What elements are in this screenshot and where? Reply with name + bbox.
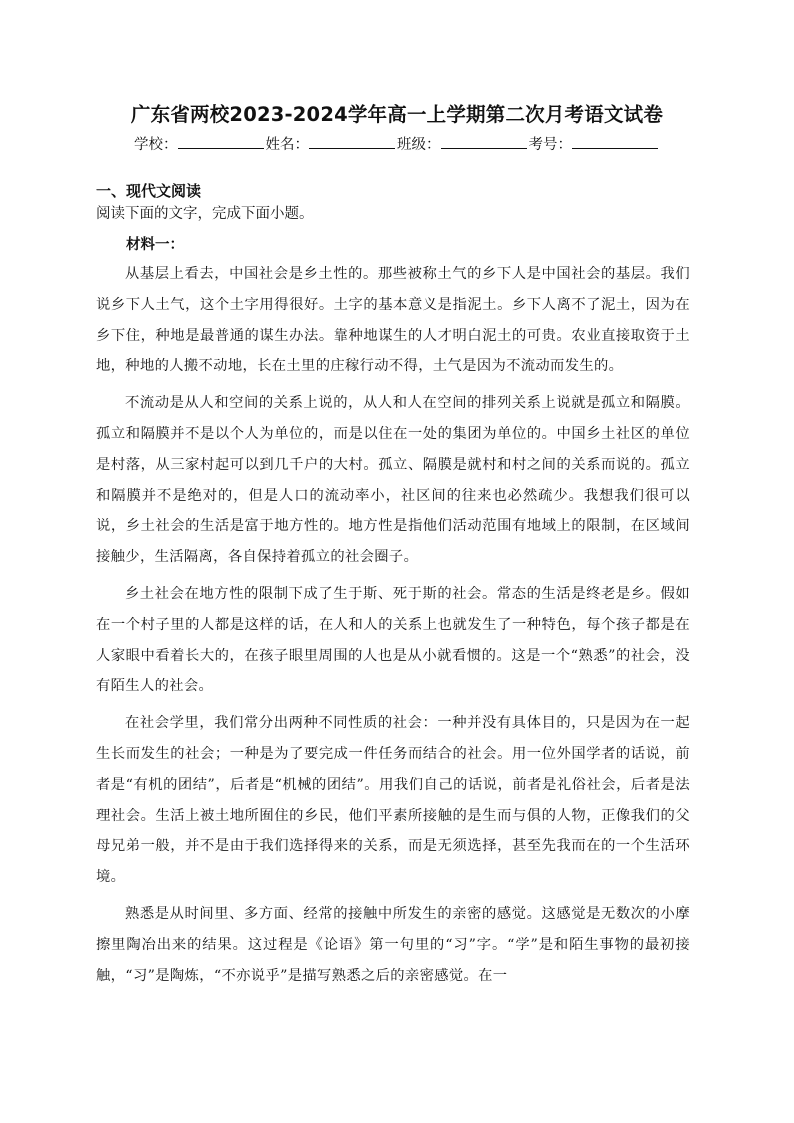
exam-number-field bbox=[529, 134, 661, 156]
section-heading: 一、现代文阅读 bbox=[96, 182, 202, 200]
school-label: 学校： bbox=[134, 137, 178, 153]
passage-paragraph: 熟悉是从时间里、多方面、经常的接触中所发生的亲密的感觉。这感觉是无数次的小摩擦里陶冶出来的结果。这过程是《论语》第一句里的“习”字。“学”是和陌生事物的最初接触，“习”是陶炼，“不亦说乎”是描写熟悉之后的亲密感觉。在一 bbox=[96, 905, 690, 984]
exam-number-label: 考号： bbox=[528, 137, 572, 153]
material-label: 材料一： bbox=[126, 237, 184, 253]
passage-body bbox=[96, 259, 690, 997]
class-label: 班级： bbox=[397, 137, 441, 153]
passage-paragraph: 在社会学里，我们常分出两种不同性质的社会：一种并没有具体目的，只是因为在一起生长而发生的社会；一种是为了要完成一件任务而结合的社会。用一位外国学者的话说，前者是“有机的团结”，后者是“机械的团结”。用我们自己的话说，前者是礼俗社会，后者是法理社会。生活上被土地所囿住的乡民，他们平素所接触的是生而与俱的人物，正像我们的父母兄弟一般，并不是由于我们选择得来的关系，而是无须选择，甚至先我而在的一个生活环境。 bbox=[96, 715, 690, 886]
exam-number-blank[interactable] bbox=[572, 134, 658, 149]
name-blank[interactable] bbox=[309, 134, 395, 149]
passage-paragraph: 乡土社会在地方性的限制下成了生于斯、死于斯的社会。常态的生活是终老是乡。假如在一个村子里的人都是这样的话，在人和人的关系上也就发生了一种特色，每个孩子都是在人家眼中看着长大的，在孩子眼里周围的人也是从小就看惯的。这是一个“熟悉”的社会，没有陌生人的社会。 bbox=[96, 585, 690, 695]
passage-paragraph: 不流动是从人和空间的关系上说的，从人和人在空间的排列关系上说就是孤立和隔膜。孤立和隔膜并不是以个人为单位的，而是以住在一处的集团为单位的。中国乡土社区的单位是村落，从三家村起可以到几千户的大村。孤立、隔膜是就村和村之间的关系而说的。孤立和隔膜并不是绝对的，但是人口的流动率小，社区间的往来也必然疏少。我想我们很可以说，乡土社会的生活是富于地方性的。地方性是指他们活动范围有地域上的限制，在区域间接触少，生活隔离，各自保持着孤立的社会圈子。 bbox=[96, 395, 690, 566]
class-blank[interactable] bbox=[441, 134, 527, 149]
reading-instruction: 阅读下面的文字，完成下面小题。 bbox=[96, 206, 314, 222]
class-field bbox=[397, 134, 529, 156]
school-field bbox=[134, 134, 266, 156]
name-field bbox=[266, 134, 398, 156]
passage-paragraph: 从基层上看去，中国社会是乡土性的。那些被称土气的乡下人是中国社会的基层。我们说乡下人土气，这个土字用得很好。土字的基本意义是指泥土。乡下人离不了泥土，因为在乡下住，种地是最普通的谋生办法。靠种地谋生的人才明白泥土的可贵。农业直接取资于土地，种地的人搬不动地，长在土里的庄稼行动不得，土气是因为不流动而发生的。 bbox=[96, 266, 690, 375]
exam-title: 广东省两校2023-2024学年高一上学期第二次月考语文试卷 bbox=[130, 103, 664, 126]
name-label: 姓名： bbox=[265, 137, 309, 153]
school-blank[interactable] bbox=[178, 134, 264, 149]
student-info-line bbox=[0, 134, 794, 156]
